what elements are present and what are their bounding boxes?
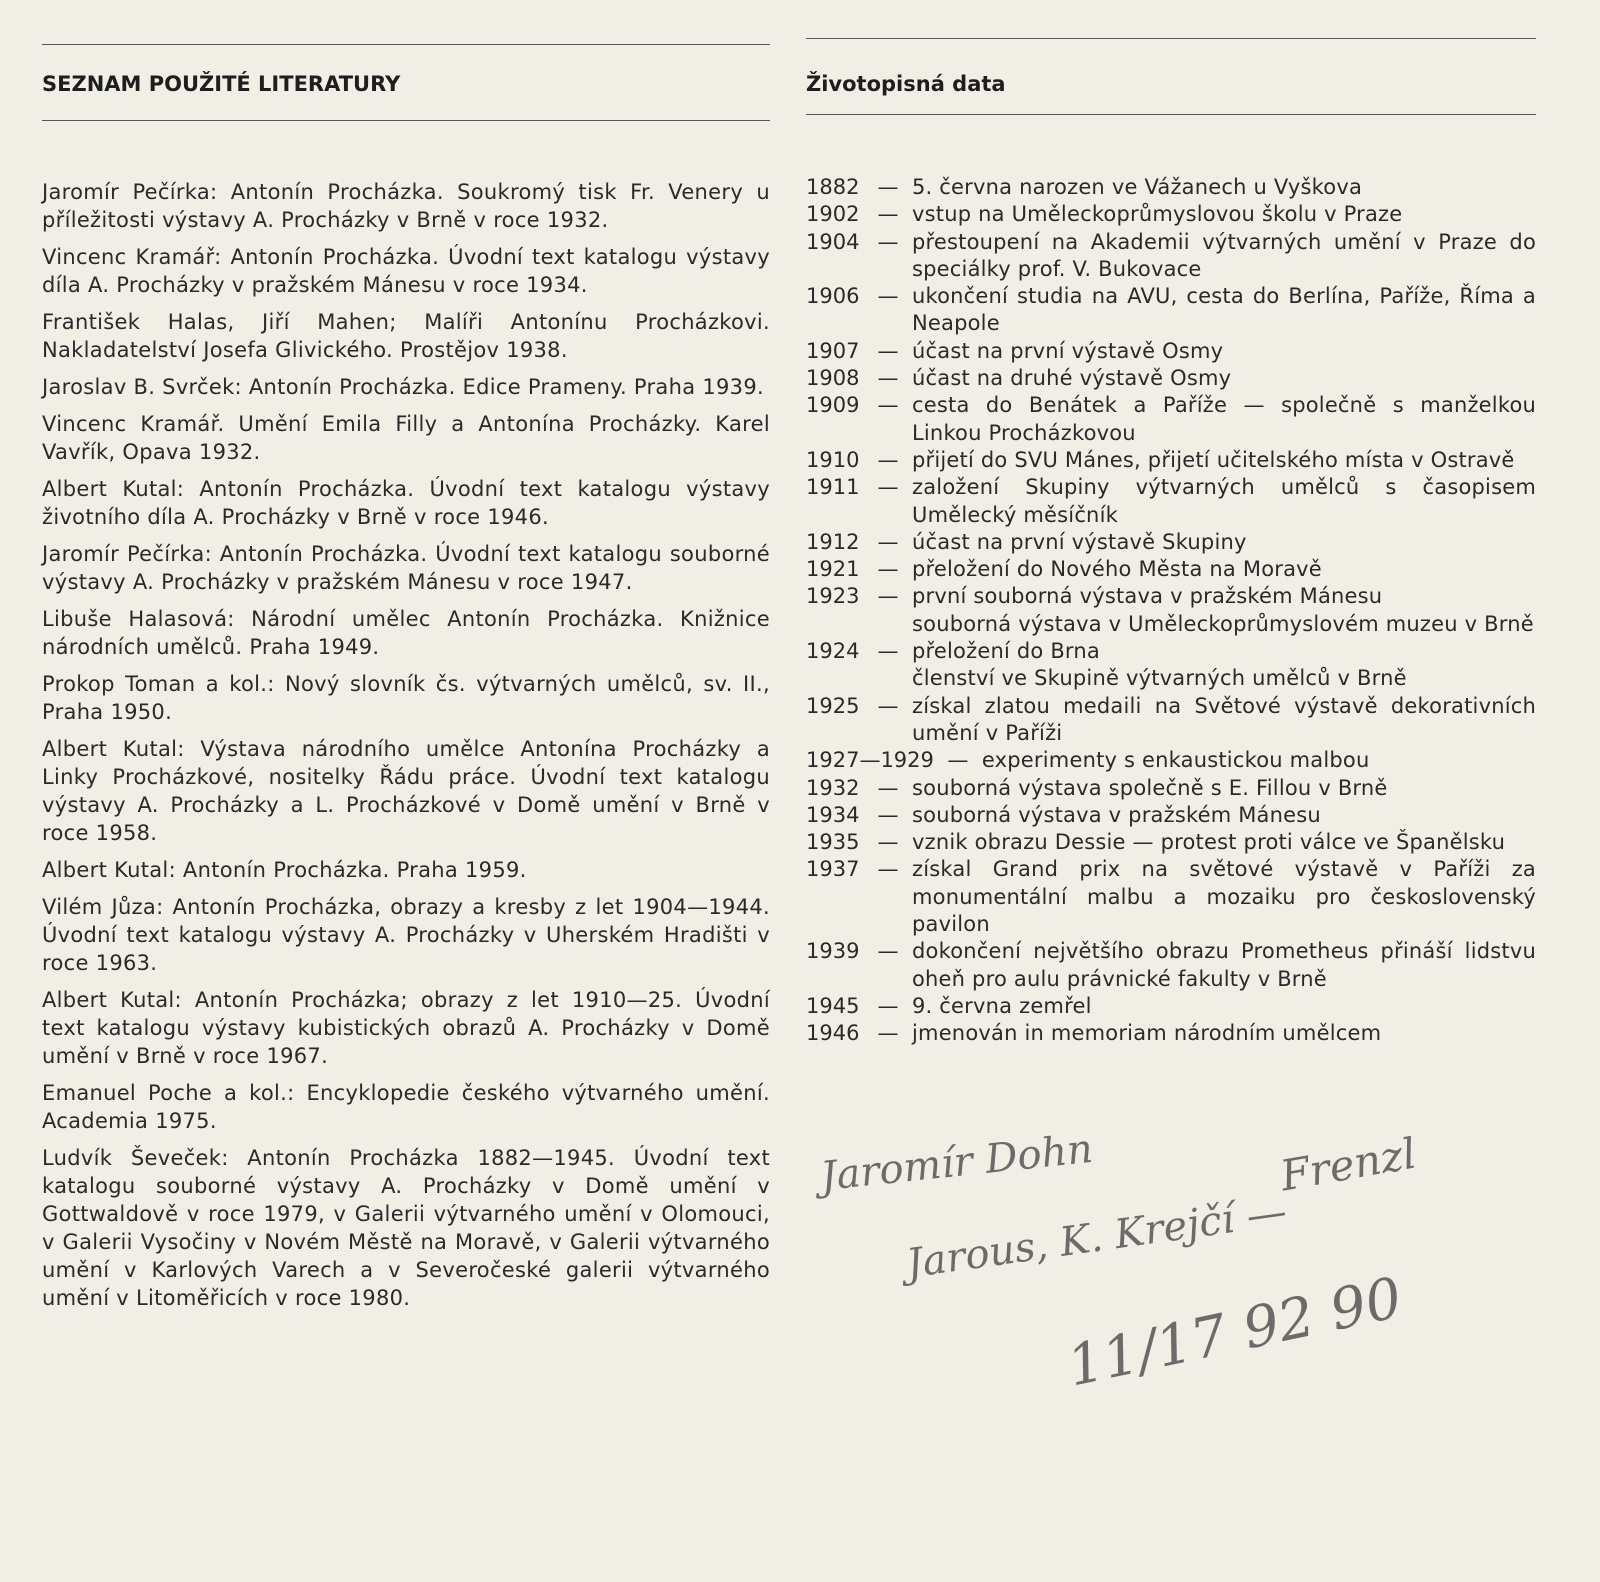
bib-entry: Libuše Halasová: Národní umělec Antonín Procházka. Knižnice národních umělců. Praha 1949. [42,607,770,659]
bio-text: souborná výstava společně s E. Fillou v Brně [912,775,1388,800]
bio-year: 1909 [806,393,860,418]
bio-dash: — [877,393,899,418]
bio-year: 1946 [806,1021,860,1046]
biography-list [806,174,1536,1048]
bib-entry: Jaromír Pečírka: Antonín Procházka. Soukromý tisk Fr. Venery u příležitosti výstavy A. Procházky v Brně v roce 1932. [42,180,770,232]
bio-dash: — [877,1021,899,1046]
bio-dash: — [877,447,899,472]
literature-list [42,178,770,1321]
bio-dash: — [877,229,899,254]
bio-text: přijetí do SVU Mánes, přijetí učitelského místa v Ostravě [912,447,1515,472]
bio-row [806,611,1536,638]
title-rule-left [42,120,770,121]
bio-row [806,638,1536,665]
bio-text: první souborná výstava v pražském Mánesu [912,584,1383,609]
bio-row [806,174,1536,201]
bio-dash: — [877,857,899,882]
bio-text: přeložení do Brna [912,639,1100,664]
bib-entry: Vincenc Kramář. Umění Emila Filly a Antonína Procházky. Karel Vavřík, Opava 1932. [42,412,770,464]
bib-entry: Albert Kutal: Výstava národního umělce Antonína Procházky a Linky Procházkové, nositelky Řádu práce. Úvodní text katalogu výstavy A. Procházky a L. Procházkové v Domě umění v Brně v roce 1958. [42,737,770,845]
bio-year: 1934 [806,802,860,827]
bio-text: účast na první výstavě Skupiny [912,529,1247,554]
handwriting-line-2: Jarous, K. Krejčí — [903,1188,1290,1288]
bio-year: 1925 [806,693,860,718]
bio-text: ukončení studia na AVU, cesta do Berlína, Paříže, Říma a Neapole [912,284,1536,336]
bio-text: vznik obrazu Dessie — protest proti válce ve Španělsku [912,830,1506,855]
bio-dash: — [877,366,899,391]
bib-entry: František Halas, Jiří Mahen; Malíři Antonínu Procházkovi. Nakladatelství Josefa Glivického. Prostějov 1938. [42,310,770,362]
bio-row [806,829,1536,856]
bio-row [806,802,1536,829]
bio-dash: — [877,993,899,1018]
bio-row [806,775,1536,802]
literature-title: SEZNAM POUŽITÉ LITERATURY [42,72,401,96]
bio-row [806,665,1536,692]
bio-text: souborná výstava v pražském Mánesu [912,802,1321,827]
bio-dash: — [877,639,899,664]
handwriting-line-3: Frenzl [1276,1128,1420,1201]
bio-text: přestoupení na Akademii výtvarných umění v Praze do speciálky prof. V. Bukovace [912,229,1536,281]
bib-entry: Emanuel Poche a kol.: Encyklopedie českého výtvarného umění. Academia 1975. [42,1081,770,1133]
bio-year: 1882 [806,175,860,199]
bio-text: členství ve Skupině výtvarných umělců v Brně [912,666,1407,691]
bio-text: dokončení největšího obrazu Prometheus přináší lidstvu oheň pro aulu právnické fakulty v Brně [912,939,1536,991]
bib-entry: Ludvík Ševeček: Antonín Procházka 1882—1945. Úvodní text katalogu souborné výstavy A. Procházky v Domě umění v Gottwaldově v roce 1979, v Galerii výtvarného umění v Olomouci, v Galerii Vysočiny v Novém Městě na Moravě, v Galerii výtvarného umění v Karlových Varech a v Severočeské galerii výtvarného umění v Litoměřicích v roce 1980. [42,1146,770,1310]
bio-year: 1910 [806,447,860,472]
bio-year: 1924 [806,639,860,664]
bio-row [806,747,1536,774]
handwriting-date: 11/17 92 90 [1061,1265,1408,1400]
bio-year: 1907 [806,338,860,363]
bio-text: 5. června narozen ve Vážanech u Vyškova [912,175,1363,199]
biography-title: Životopisná data [806,72,1006,96]
bio-row [806,201,1536,228]
bib-entry: Albert Kutal: Antonín Procházka; obrazy z let 1910—25. Úvodní text katalogu výstavy kubistických obrazů A. Procházky v Domě umění v Brně v roce 1967. [42,988,770,1068]
bio-row [806,229,1536,284]
bib-entry: Vilém Jůza: Antonín Procházka, obrazy a kresby z let 1904—1944. Úvodní text katalogu výstavy A. Procházky v Uherském Hradišti v roce 1963. [42,895,770,975]
bio-dash: — [877,475,899,500]
bio-row [806,1020,1536,1047]
bio-text: získal Grand prix na světové výstavě v Paříži za monumentální malbu a mozaiku pro československý pavilon [912,857,1536,937]
bio-row [806,392,1536,447]
bio-year: 1902 [806,202,860,227]
bio-row [806,365,1536,392]
bio-row [806,338,1536,365]
bio-row [806,447,1536,474]
bio-row [806,693,1536,748]
bio-text: 9. června zemřel [912,993,1092,1018]
bio-dash: — [877,584,899,609]
bio-dash: — [877,802,899,827]
bib-entry: Jaromír Pečírka: Antonín Procházka. Úvodní text katalogu souborné výstavy A. Procházky v pražském Mánesu v roce 1947. [42,542,770,594]
bio-row [806,556,1536,583]
bio-dash: — [947,748,969,773]
bio-year: 1923 [806,584,860,609]
bio-dash: — [877,284,899,309]
bio-text: založení Skupiny výtvarných umělců s časopisem Umělecký měsíčník [912,475,1536,527]
bib-entry: Albert Kutal: Antonín Procházka. Úvodní text katalogu výstavy životního díla A. Procházky v Brně v roce 1946. [42,477,770,529]
bio-year: 1908 [806,366,860,391]
bio-dash: — [877,939,899,964]
bib-entry: Prokop Toman a kol.: Nový slovník čs. výtvarných umělců, sv. II., Praha 1950. [42,672,770,724]
handwriting-line-1: Jaromír Dohn [818,1125,1095,1201]
bio-text: účast na první výstavě Osmy [912,338,1224,363]
bio-text: vstup na Uměleckoprůmyslovou školu v Praze [912,202,1403,227]
bib-entry: Vincenc Kramář: Antonín Procházka. Úvodní text katalogu výstavy díla A. Procházky v pražském Mánesu v roce 1934. [42,245,770,297]
bio-year: 1906 [806,284,860,309]
bio-text: získal zlatou medaili na Světové výstavě dekorativních umění v Paříži [912,693,1536,745]
bio-dash: — [877,202,899,227]
bib-entry: Jaroslav B. Svrček: Antonín Procházka. Edice Prameny. Praha 1939. [42,375,764,399]
bio-row [806,993,1536,1020]
bio-row [806,583,1536,610]
bio-year: 1935 [806,830,860,855]
bio-year: 1939 [806,939,860,964]
bio-dash: — [877,529,899,554]
bio-row [806,529,1536,556]
bio-dash: — [877,693,899,718]
bio-dash: — [877,338,899,363]
bio-dash: — [877,557,899,582]
bio-year: 1911 [806,475,860,500]
bio-text: účast na druhé výstavě Osmy [912,366,1232,391]
bio-text: cesta do Benátek a Paříže — společně s manželkou Linkou Procházkovou [912,393,1536,445]
bio-year: 1937 [806,857,860,882]
top-rule-right [806,38,1536,39]
bio-dash: — [877,175,899,199]
bio-row [806,856,1536,938]
bio-row [806,474,1536,529]
bio-text: souborná výstava v Uměleckoprůmyslovém muzeu v Brně [912,611,1534,636]
bio-year: 1927—1929 [806,748,934,773]
bio-year: 1932 [806,775,860,800]
bio-dash: — [877,775,899,800]
top-rule-left [42,44,770,45]
bio-year: 1945 [806,993,860,1018]
bio-row [806,283,1536,338]
bio-text: přeložení do Nového Města na Moravě [912,557,1322,582]
bio-row [806,938,1536,993]
bib-entry: Albert Kutal: Antonín Procházka. Praha 1959. [42,858,527,882]
bio-dash: — [877,830,899,855]
bio-year: 1904 [806,229,860,254]
bio-year: 1912 [806,529,860,554]
title-rule-right [806,114,1536,115]
bio-text: experimenty s enkaustickou malbou [981,748,1370,773]
bio-year: 1921 [806,557,860,582]
bio-text: jmenován in memoriam národním umělcem [912,1021,1382,1046]
